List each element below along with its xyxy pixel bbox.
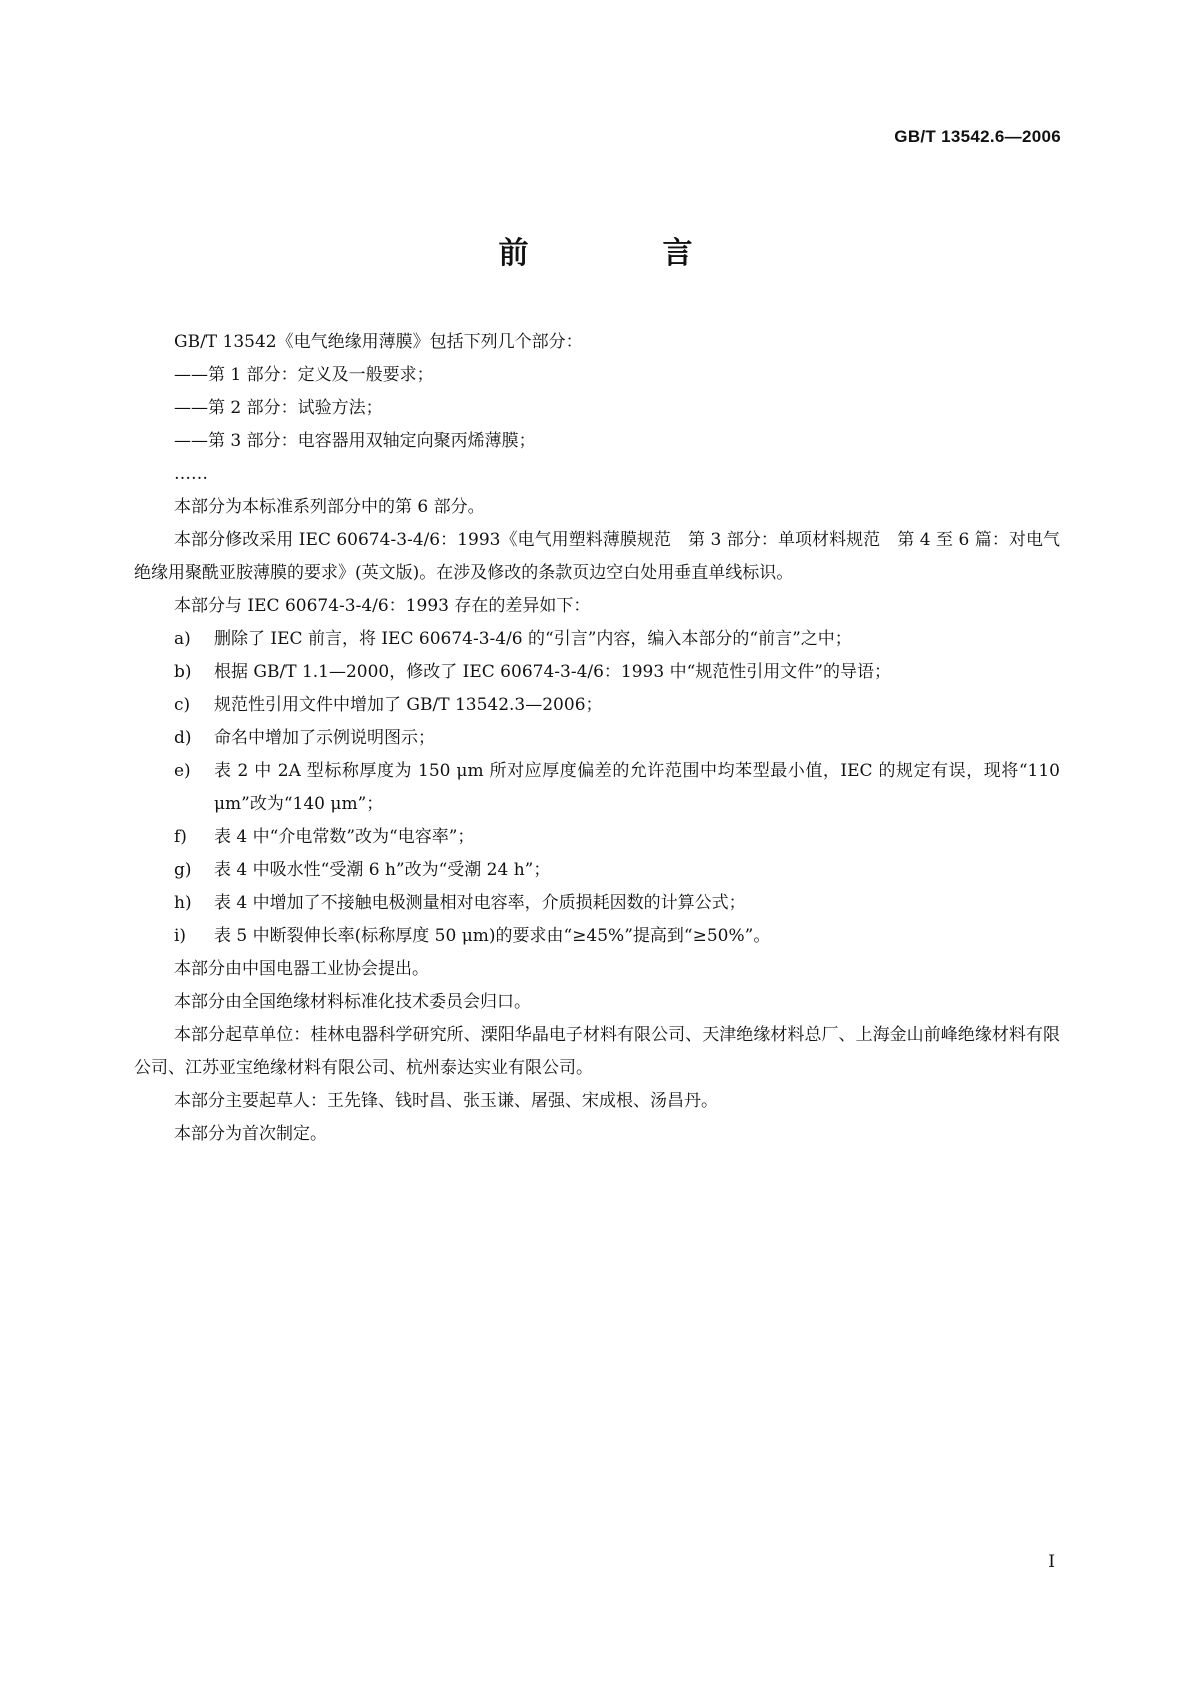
list-item-text: 表 4 中增加了不接触电极测量相对电容率，介质损耗因数的计算公式； [214, 893, 746, 913]
list-item-text: 表 5 中断裂伸长率(标称厚度 50 μm)的要求由“≥45%”提高到“≥50%”。 [214, 926, 771, 946]
drafting-units-paragraph: 本部分起草单位：桂林电器科学研究所、溧阳华晶电子材料有限公司、天津绝缘材料总厂、上海金山前峰绝缘材料有限公司、江苏亚宝绝缘材料有限公司、杭州泰达实业有限公司。 [134, 1025, 1060, 1078]
adoption-paragraph: 本部分修改采用 IEC 60674-3-4/6：1993《电气用塑料薄膜规范 第 3 部分：单项材料规范 第 4 至 6 篇：对电气绝缘用聚酰亚胺薄膜的要求》(英文版)。在涉及修改的条款页边空白处用垂直单线标识。 [134, 530, 1060, 583]
part-list-item: ——第 2 部分：试验方法； [174, 398, 383, 418]
list-item-text: 删除了 IEC 前言，将 IEC 60674-3-4/6 的“引言”内容，编入本部分的“前言”之中； [214, 629, 852, 649]
first-issue-paragraph: 本部分为首次制定。 [174, 1124, 327, 1144]
this-part-paragraph: 本部分为本标准系列部分中的第 6 部分。 [174, 497, 485, 517]
part-list-item: ——第 3 部分：电容器用双轴定向聚丙烯薄膜； [174, 431, 536, 451]
list-item-text: 根据 GB/T 1.1—2000，修改了 IEC 60674-3-4/6：1993 中“规范性引用文件”的导语； [214, 662, 891, 682]
list-item-label: e) [174, 761, 191, 781]
list-item [134, 722, 1060, 755]
list-item-text: 命名中增加了示例说明图示； [214, 728, 435, 748]
list-item-label: b) [174, 662, 192, 682]
proposed-by-paragraph: 本部分由中国电器工业协会提出。 [174, 959, 429, 979]
list-item-text: 表 4 中吸水性“受潮 6 h”改为“受潮 24 h”； [214, 860, 551, 880]
list-item [134, 656, 1060, 689]
page-number: I [1048, 1552, 1055, 1572]
list-item-text: 表 4 中“介电常数”改为“电容率”； [214, 827, 475, 847]
list-item [134, 755, 1060, 821]
list-item-text: 表 2 中 2A 型标称厚度为 150 μm 所对应厚度偏差的允许范围中均苯型最小值，IEC 的规定有误，现将“110 μm”改为“140 μm”； [214, 761, 1060, 814]
ellipsis: …… [174, 464, 208, 484]
list-item-label: f) [174, 827, 187, 847]
list-item-label: g) [174, 860, 192, 880]
differences-intro: 本部分与 IEC 60674-3-4/6：1993 存在的差异如下： [174, 596, 591, 616]
page-title: 前 言 [498, 236, 745, 271]
list-item-label: a) [174, 629, 191, 649]
centralized-by-paragraph: 本部分由全国绝缘材料标准化技术委员会归口。 [174, 992, 531, 1012]
list-item [134, 854, 1060, 887]
foreword-body [134, 326, 1060, 1151]
drafters-paragraph: 本部分主要起草人：王先锋、钱时昌、张玉谦、屠强、宋成根、汤昌丹。 [174, 1091, 718, 1111]
list-item-label: d) [174, 728, 192, 748]
list-item-label: i) [174, 926, 187, 946]
list-item [134, 821, 1060, 854]
intro-paragraph: GB/T 13542《电气绝缘用薄膜》包括下列几个部分： [174, 332, 583, 352]
list-item [134, 689, 1060, 722]
list-item [134, 623, 1060, 656]
list-item-label: c) [174, 695, 191, 715]
list-item [134, 920, 1060, 953]
list-item-text: 规范性引用文件中增加了 GB/T 13542.3—2006； [214, 695, 603, 715]
part-list-item: ——第 1 部分：定义及一般要求； [174, 365, 434, 385]
standard-code: GB/T 13542.6—2006 [894, 127, 1061, 146]
differences-list [134, 623, 1060, 953]
list-item [134, 887, 1060, 920]
list-item-label: h) [174, 893, 192, 913]
